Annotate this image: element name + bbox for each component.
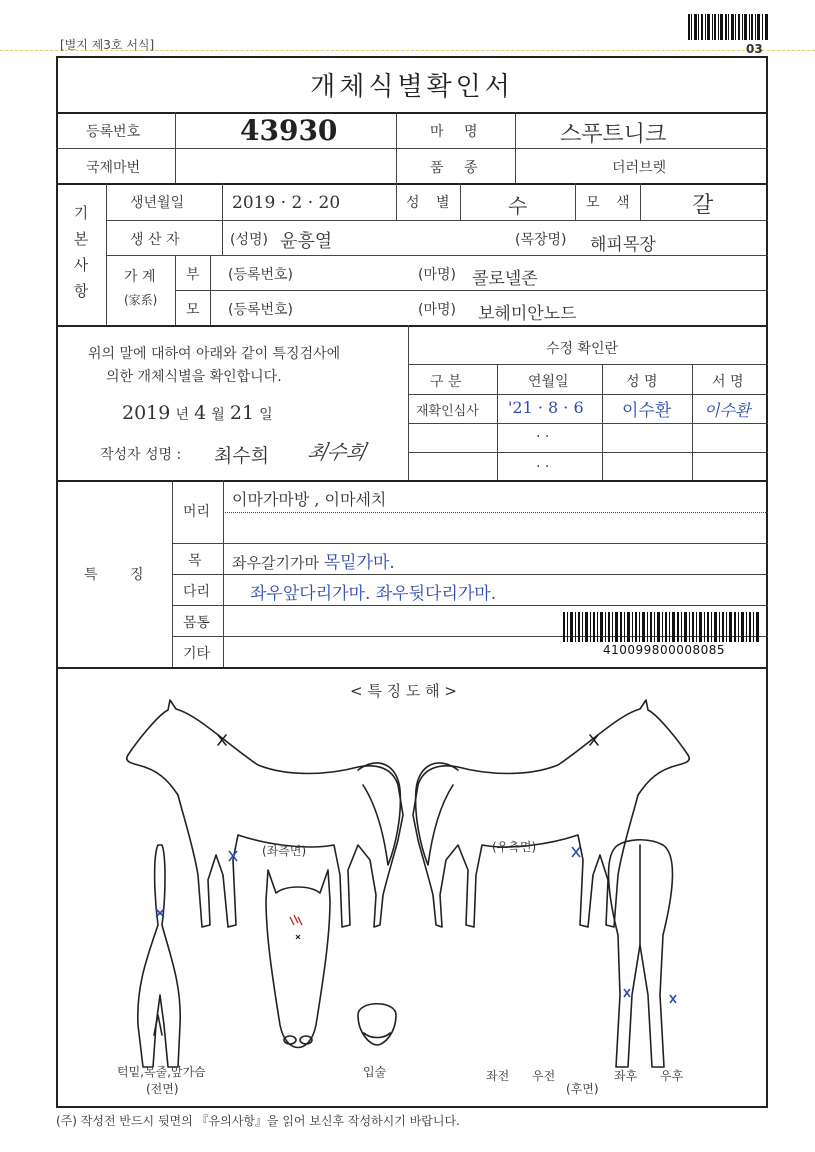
- sex-value: 수: [508, 194, 528, 218]
- dam-label: 모: [186, 302, 200, 318]
- intl-label: 국제마번: [86, 160, 141, 176]
- caption-left-rear: 좌후: [614, 1069, 638, 1083]
- breeder-name-value: 윤흥열: [280, 231, 333, 252]
- rule: [408, 423, 768, 424]
- birth-value: 2019 · 2 · 20: [232, 193, 341, 213]
- head-value: 이마가마방 , 이마세치: [232, 490, 387, 509]
- horse-head-front: [266, 870, 330, 1048]
- rule: [460, 183, 461, 220]
- barcode-bottom: [563, 612, 759, 642]
- color-value: 갈: [692, 193, 714, 218]
- rule: [408, 364, 768, 365]
- rule: [172, 543, 768, 544]
- rule: [210, 255, 211, 325]
- rule: [640, 183, 641, 220]
- correction-row-sign: 이수환: [704, 401, 751, 420]
- rule: [56, 667, 768, 669]
- horse-diagram: [58, 695, 766, 1100]
- caption-right-rear: 우후: [660, 1069, 684, 1083]
- reg-label: 등록번호: [86, 124, 141, 140]
- diagram-title: < 특 징 도 해 >: [350, 682, 457, 700]
- horse-front-view: [138, 845, 180, 1067]
- sire-label: 부: [186, 267, 200, 283]
- horse-left-side: [127, 700, 403, 927]
- rule: [175, 255, 176, 325]
- correction-header-type: 구 분: [430, 374, 462, 390]
- correction-header-name: 성 명: [626, 374, 658, 390]
- correction-header-date: 연월일: [528, 374, 569, 390]
- caption-left-front: 좌전: [486, 1069, 510, 1083]
- document-title: 개체식별확인서: [310, 71, 514, 102]
- correction-row-name: 이수환: [622, 401, 672, 421]
- neck-value: 좌우갈기가마 목밑가마.: [232, 553, 395, 573]
- rule: [602, 364, 603, 480]
- breed-label: 품 종: [430, 160, 486, 176]
- caption-front-view: (전면): [146, 1082, 179, 1096]
- correction-row-date: '21 · 8 · 6: [508, 398, 584, 417]
- rule: [106, 183, 107, 325]
- horse-name-value: 스푸트니크: [560, 122, 667, 147]
- rule: [56, 148, 768, 149]
- rule: [497, 364, 498, 480]
- rule: [408, 325, 409, 480]
- caption-right-front: 우전: [532, 1069, 556, 1083]
- rule: [408, 452, 768, 453]
- sex-label: 성 별: [406, 195, 456, 211]
- head-label: 머리: [183, 504, 211, 520]
- rule: [408, 394, 768, 395]
- barcode-bottom-number: 410099800008085: [603, 643, 726, 657]
- rule: [396, 183, 397, 220]
- sire-reg-label: (등록번호): [228, 267, 294, 283]
- rule: [56, 325, 768, 327]
- rule: [106, 255, 768, 256]
- writer-label: 작성자 성명 :: [100, 447, 182, 463]
- rule: [172, 574, 768, 575]
- rule: [396, 112, 397, 183]
- pedigree-label: 가 계: [124, 269, 156, 285]
- page-number: 03: [746, 42, 763, 56]
- rule: [575, 183, 576, 220]
- correction-row-date: · ·: [536, 429, 550, 445]
- farm-value: 해피목장: [590, 235, 656, 255]
- birth-label: 생년월일: [130, 195, 185, 211]
- writer-name: 최수희: [214, 445, 270, 467]
- dam-name-label: (마명): [418, 302, 456, 318]
- rule: [56, 183, 768, 185]
- caption-front-parts: 턱밑,목줄,앞가슴: [117, 1065, 206, 1079]
- body-label: 몸통: [183, 615, 211, 631]
- farm-label: (목장명): [515, 232, 567, 248]
- caption-muzzle: 입술: [363, 1065, 387, 1079]
- correction-header-sign: 서 명: [712, 374, 744, 390]
- rule: [223, 512, 768, 513]
- barcode-top: [688, 14, 768, 40]
- breeder-label: 생 산 자: [130, 232, 180, 248]
- footnote: (주) 작성전 반드시 뒷면의 『유의사항』을 읽어 보신후 작성하시기 바랍니다.: [56, 1114, 460, 1128]
- statement-line2: 의한 개체식별을 확인합니다.: [106, 369, 282, 385]
- horse-muzzle: [358, 1004, 396, 1045]
- reg-value: 43930: [240, 114, 338, 147]
- dam-name-value: 보헤미안노드: [478, 304, 577, 324]
- neck-label: 목: [188, 553, 202, 569]
- caption-rear-view: (후면): [566, 1082, 599, 1096]
- basic-section-label: 기 본 사 항: [73, 204, 89, 300]
- form-label: [별지 제3호 서식]: [60, 38, 155, 52]
- sire-name-label: (마명): [418, 267, 456, 283]
- confirmation-date: 2019 년 4 월 21 일: [122, 402, 273, 424]
- pedigree-hanja: (家系): [124, 293, 158, 307]
- correction-title: 수정 확인란: [546, 341, 619, 357]
- rule: [106, 220, 768, 221]
- correction-row-type: 재확인심사: [416, 404, 479, 419]
- rule: [692, 364, 693, 480]
- rule: [222, 183, 223, 255]
- caption-right-side: (우측면): [492, 840, 537, 854]
- rule: [175, 112, 176, 183]
- rule: [56, 112, 768, 114]
- statement-line1: 위의 말에 대하여 아래와 같이 특징검사에: [88, 346, 341, 362]
- horse-name-label: 마 명: [430, 124, 486, 140]
- breeder-name-label: (성명): [230, 232, 268, 248]
- legs-label: 다리: [183, 584, 211, 600]
- dam-reg-label: (등록번호): [228, 302, 294, 318]
- horse-right-side: [413, 700, 689, 927]
- sire-name-value: 콜로넬존: [472, 269, 538, 289]
- rule: [175, 290, 768, 291]
- rule: [172, 605, 768, 606]
- correction-row-date: · ·: [536, 459, 550, 475]
- rule: [515, 112, 516, 183]
- caption-left-side: (좌측면): [262, 844, 307, 858]
- breed-value: 더러브렛: [612, 160, 667, 176]
- features-section-label: 특 징: [84, 567, 158, 583]
- legs-value: 좌우앞다리가마. 좌우뒷다리가마.: [250, 584, 497, 604]
- writer-signature: 최수희: [305, 440, 369, 464]
- rule: [56, 480, 768, 482]
- other-label: 기타: [183, 646, 211, 662]
- color-label: 모 색: [586, 195, 636, 211]
